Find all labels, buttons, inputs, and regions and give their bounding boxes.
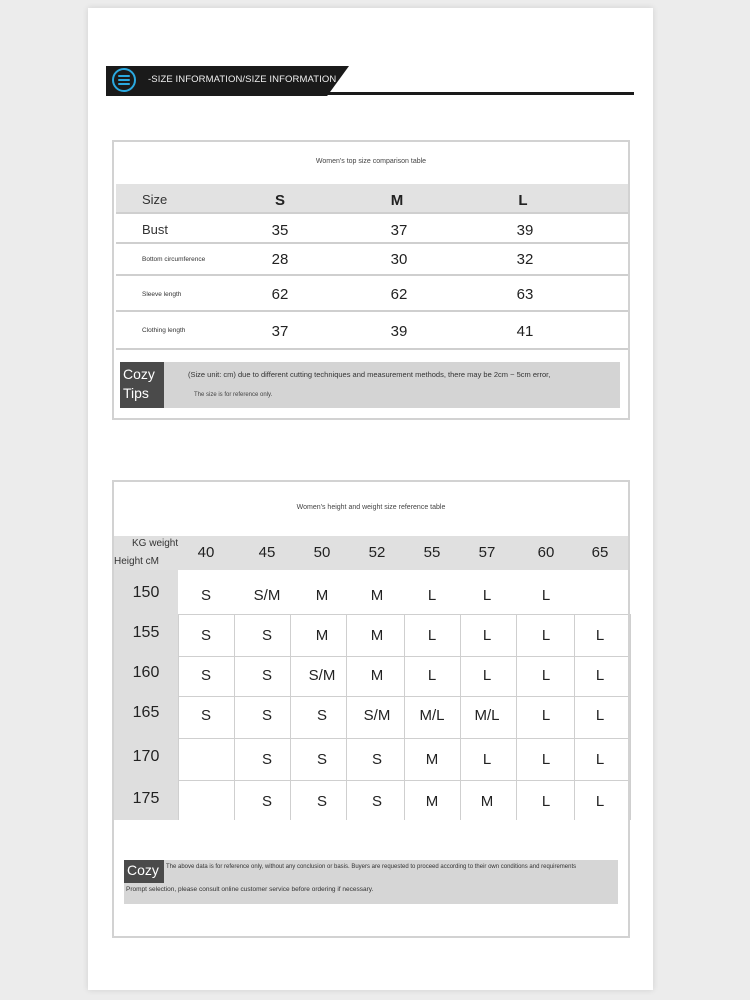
size-grid-cell: S/M (253, 587, 281, 604)
size-grid-cell: L (427, 667, 437, 684)
grid-vertical-line (460, 614, 461, 820)
table-cell: 28 (271, 251, 289, 268)
waves-icon (112, 68, 136, 92)
size-grid-cell: S (200, 587, 211, 604)
ref-table-title: Women's height and weight size reference table (296, 504, 446, 511)
size-grid-cell: L (482, 627, 492, 644)
weight-header-cell: 52 (368, 544, 386, 561)
size-grid-cell: S (316, 793, 327, 810)
size-grid-cell: S (261, 707, 272, 724)
size-column-label: Size (142, 192, 168, 207)
size-grid-cell: L (541, 627, 551, 644)
table-cell: 32 (516, 251, 534, 268)
size-grid-cell: S (200, 627, 211, 644)
height-row-label: 175 (132, 790, 160, 807)
table-cell: 30 (390, 251, 408, 268)
size-grid-cell: L (541, 707, 551, 724)
size-grid-cell: L (595, 707, 605, 724)
size-grid-cell: S (316, 751, 327, 768)
weight-header-cell: 65 (591, 544, 609, 561)
top-size-panel (112, 140, 630, 420)
table-cell: 41 (516, 323, 534, 340)
tips-label: Tips (123, 385, 149, 401)
cozy-badge-underline (124, 880, 164, 883)
table-cell: 62 (271, 286, 289, 303)
table-cell: 37 (271, 323, 289, 340)
size-grid-cell: S/M (308, 667, 336, 684)
table-cell: 39 (516, 222, 534, 239)
size-grid-cell: L (482, 667, 492, 684)
height-row-label: 150 (132, 584, 160, 601)
size-grid-cell: S (371, 751, 382, 768)
size-grid-cell: L (595, 627, 605, 644)
cozy-note-text: The above data is for reference only, without any conclusion or basis. Buyers are requested to proceed according to their own conditions and requirements (166, 864, 577, 870)
grid-horizontal-line (178, 696, 628, 697)
size-grid-cell: M (315, 587, 329, 604)
grid-vertical-line (234, 614, 235, 820)
row-divider (116, 212, 628, 214)
row-divider (116, 348, 628, 350)
size-grid-cell: L (541, 587, 551, 604)
size-grid-cell: L (427, 587, 437, 604)
size-grid-cell: M (315, 627, 329, 644)
size-grid-cell: S (371, 793, 382, 810)
weight-header-cell: 45 (258, 544, 276, 561)
size-grid-cell: M (425, 793, 439, 810)
size-grid-cell: L (427, 627, 437, 644)
height-row-label: 170 (132, 748, 160, 765)
grid-horizontal-line (178, 738, 628, 739)
table-cell: 35 (271, 222, 289, 239)
grid-horizontal-line (178, 656, 628, 657)
table-cell: 37 (390, 222, 408, 239)
row-divider (116, 310, 628, 312)
size-grid-cell: M (370, 627, 384, 644)
weight-header-cell: 50 (313, 544, 331, 561)
grid-vertical-line (574, 614, 575, 820)
weight-header-cell: 57 (478, 544, 496, 561)
size-grid-cell: M/L (419, 707, 445, 724)
grid-vertical-line (516, 614, 517, 820)
size-grid-cell: L (482, 751, 492, 768)
cozy-tips-box (120, 362, 620, 408)
size-grid-cell: S (261, 667, 272, 684)
table-cell: 63 (516, 286, 534, 303)
size-grid-cell: M (370, 587, 384, 604)
height-row-label: 165 (132, 704, 160, 721)
size-grid-cell: M (370, 667, 384, 684)
height-axis-label: Height cM (114, 556, 160, 567)
row-label-bottom-circumference: Bottom circumference (142, 256, 206, 263)
row-label-sleeve-length: Sleeve length (142, 291, 182, 298)
size-grid-cell: L (541, 667, 551, 684)
header-rule (106, 92, 634, 95)
grid-vertical-line (178, 614, 179, 820)
tips-text-reference: The size is for reference only. (194, 392, 273, 398)
cozy-badge: Cozy (124, 860, 164, 880)
cozy-note-prompt: Prompt selection, please consult online customer service before ordering if necessary. (126, 886, 374, 893)
size-grid-cell: L (541, 793, 551, 810)
size-grid-cell: L (595, 793, 605, 810)
cozy-note-box (124, 860, 618, 904)
grid-horizontal-line (178, 780, 628, 781)
height-row-label: 160 (132, 664, 160, 681)
row-label-clothing-length: Clothing length (142, 327, 186, 334)
weight-header-cell: 60 (537, 544, 555, 561)
weight-axis-label: KG weight (132, 538, 179, 549)
size-grid-cell: M/L (474, 707, 500, 724)
size-grid-cell: L (595, 667, 605, 684)
height-weight-panel (112, 480, 630, 938)
size-grid-cell: M (425, 751, 439, 768)
header-title: -SIZE INFORMATION/SIZE INFORMATION (148, 74, 337, 85)
size-header-s: S (274, 192, 285, 209)
table-cell: 39 (390, 323, 408, 340)
height-row-label: 155 (132, 624, 160, 641)
size-grid-cell: L (482, 587, 492, 604)
size-grid-cell: S (200, 667, 211, 684)
size-grid-cell: S/M (363, 707, 391, 724)
size-grid-cell: S (261, 627, 272, 644)
size-grid-cell: S (316, 707, 327, 724)
cozy-label: Cozy (123, 366, 155, 382)
weight-header-cell: 55 (423, 544, 441, 561)
table-cell: 62 (390, 286, 408, 303)
size-grid-cell: L (541, 751, 551, 768)
grid-horizontal-line (178, 614, 628, 615)
weight-header-cell: 40 (197, 544, 215, 561)
grid-vertical-line (404, 614, 405, 820)
height-column (114, 570, 178, 820)
grid-vertical-line (346, 614, 347, 820)
size-header-m: M (390, 192, 404, 209)
row-label-bust: Bust (142, 222, 169, 237)
tips-text-measurement: (Size unit: cm) due to different cutting techniques and measurement methods, there may be 2cm ~ 5cm error, (188, 370, 551, 379)
size-grid-cell: S (261, 751, 272, 768)
row-divider (116, 242, 628, 244)
size-grid-cell: S (261, 793, 272, 810)
size-grid-cell: L (595, 751, 605, 768)
row-divider (116, 274, 628, 276)
size-header-l: L (518, 192, 528, 209)
top-table-title: Women's top size comparison table (315, 158, 427, 165)
grid-vertical-line (630, 614, 631, 820)
size-grid-cell: M (480, 793, 494, 810)
size-grid-cell: S (200, 707, 211, 724)
cozy-tips-badge (120, 362, 164, 408)
